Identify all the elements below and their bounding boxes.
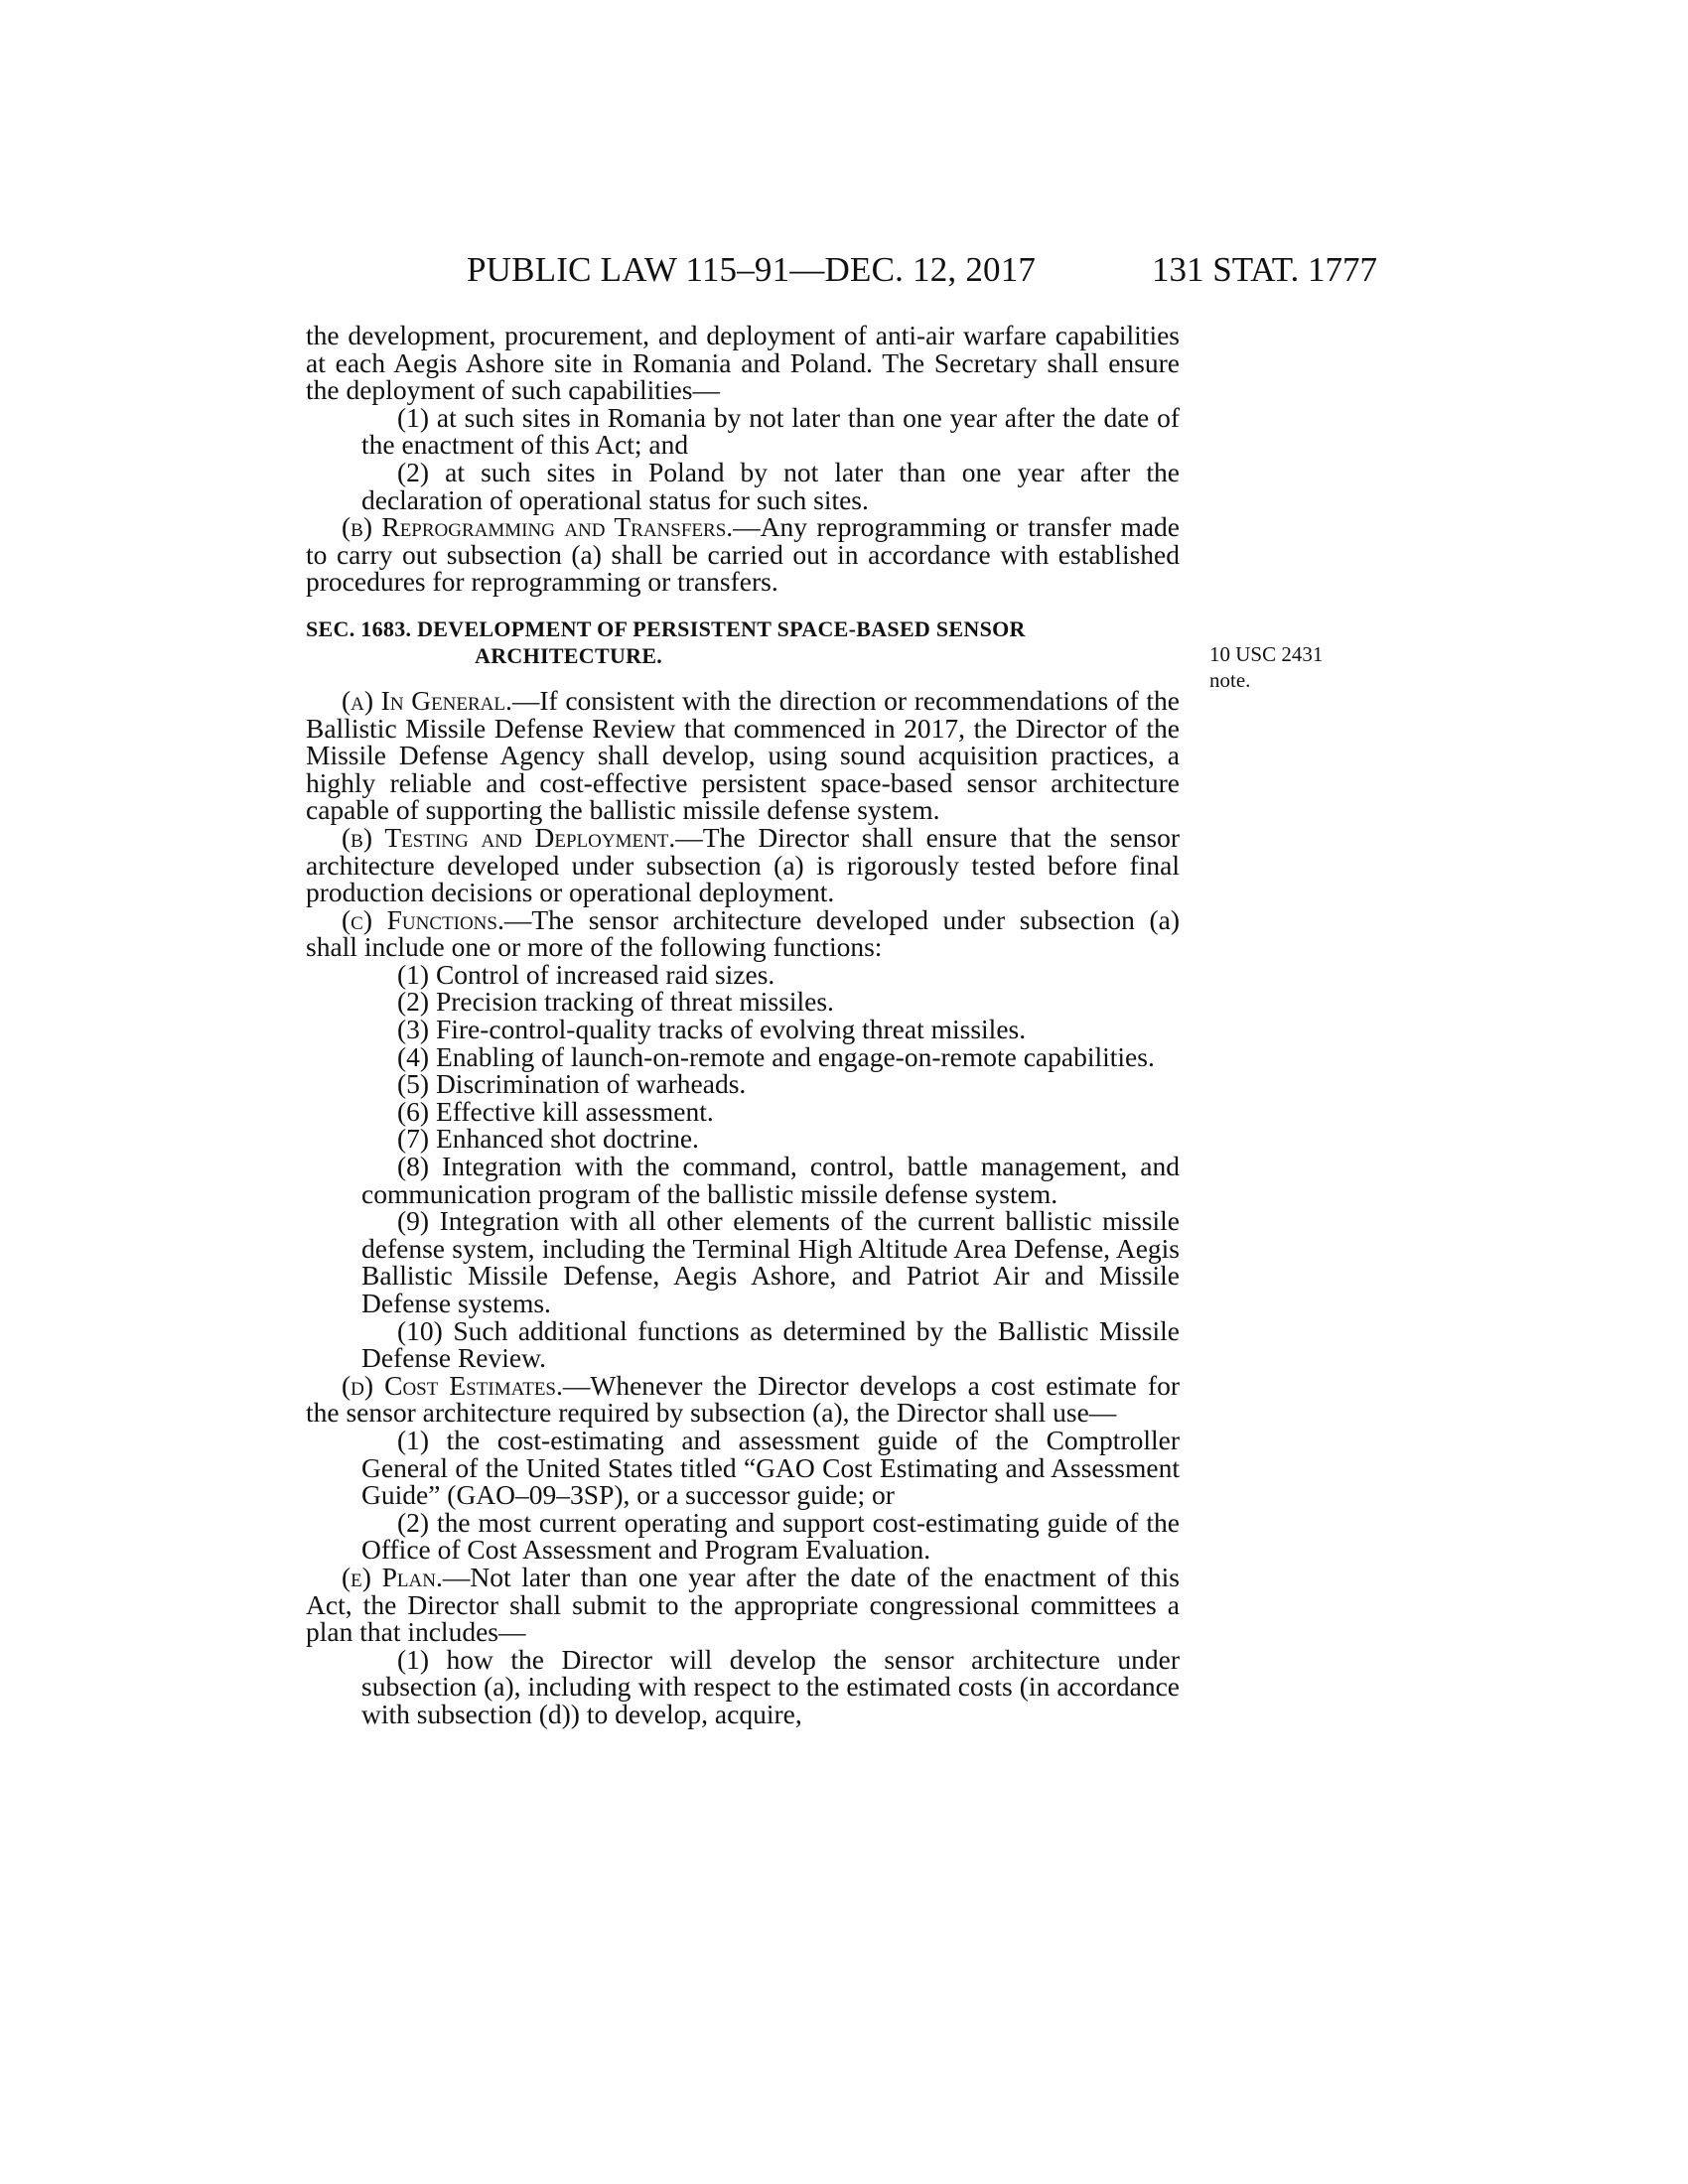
- list-item: (3) Fire-control-quality tracks of evolving threat missiles.: [397, 1014, 1027, 1045]
- subsection-b-reprogramming: [306, 513, 1180, 596]
- subsection-b-testing: [306, 821, 1180, 908]
- list-item: (1) Control of increased raid sizes.: [397, 958, 775, 990]
- list-item: (2) at such sites in Poland by not later than one year after the declaration of operational status for such sites.: [361, 456, 1180, 515]
- subsection-heading: (e) Plan.: [342, 1561, 443, 1592]
- list-item: (6) Effective kill assessment.: [397, 1095, 714, 1127]
- subsection-heading: (a) In General.: [342, 684, 512, 716]
- list-item: (7) Enhanced shot doctrine.: [397, 1123, 699, 1155]
- list-item: (9) Integration with all other elements of the current ballistic missile defense system, including the Terminal High Altitude Area Defense, Aegis Ballistic Missile Defense, Aegis Ashore, and Patriot Air and Missile Defense systems.: [361, 1205, 1180, 1318]
- subsection-text: —The sensor architecture developed under subsection (a) shall include one or more of the following functions:: [306, 903, 1180, 963]
- list-item: (1) at such sites in Romania by not later than one year after the date of the enactment of this Act; and: [361, 401, 1180, 461]
- list-item: (8) Integration with the command, control, battle management, and communication program of the ballistic missile defense system.: [361, 1151, 1180, 1209]
- list-item: (2) the most current operating and support cost-estimating guide of the Office of Cost Assessment and Program Evaluation.: [361, 1506, 1180, 1566]
- subsection-heading: (b) Reprogramming and Transfers.: [342, 511, 734, 543]
- running-header-page-number: 131 STAT. 1777: [1152, 250, 1377, 289]
- list-item: (1) how the Director will develop the sensor architecture under subsection (a), including with respect to the estimated costs (in accordance with subsection (d)) to develop, acquire,: [361, 1643, 1180, 1729]
- subsection-heading: (b) Testing and Deployment.: [342, 821, 676, 853]
- section-heading: [306, 615, 1180, 669]
- subsection-text: —If consistent with the direction or recommendations of the Ballistic Missile Defense Review that commenced in 2017, the Director of the Missile Defense Agency shall develop, using sound acquisition practices, a highly reliable and cost-effective persistent space-based sensor architecture capable of supporting the ballistic missile defense system.: [306, 684, 1181, 826]
- section-heading-line: SEC. 1683. DEVELOPMENT OF PERSISTENT SPACE-BASED SENSOR: [306, 615, 1026, 641]
- list-item: (2) Precision tracking of threat missiles.: [397, 986, 834, 1018]
- subsection-a-general: [306, 684, 1181, 826]
- subsection-text: —Any reprogramming or transfer made to carry out subsection (a) shall be carried out in accordance with established procedures for reprogramming or transfers.: [306, 511, 1180, 598]
- subsection-text: —The Director shall ensure that the sensor architecture developed under subsection (a) is rigorously tested before final production decisions or operational deployment.: [306, 821, 1180, 908]
- subsection-heading: (c) Functions.: [342, 903, 504, 935]
- list-item: (1) the cost-estimating and assessment guide of the Comptroller General of the United States titled “GAO Cost Estimating and Assessment Guide” (GAO–09–3SP), or a successor guide; or: [361, 1424, 1180, 1511]
- margin-note-line: note.: [1209, 668, 1251, 692]
- running-header-title: PUBLIC LAW 115–91—DEC. 12, 2017: [467, 250, 1037, 289]
- subsection-heading: (d) Cost Estimates.: [342, 1369, 563, 1401]
- list-item: (4) Enabling of launch-on-remote and engage-on-remote capabilities.: [397, 1040, 1155, 1072]
- body-text: [306, 322, 1180, 1728]
- subsection-d-cost-estimates: [306, 1369, 1180, 1429]
- continued-paragraph: the development, procurement, and deployment of anti-air warfare capabilities at each Aegis Ashore site in Romania and Poland. The Secretary shall ensure the deployment of such capabilities—: [306, 320, 1180, 406]
- list-item: (10) Such additional functions as determined by the Ballistic Missile Defense Review.: [361, 1314, 1180, 1374]
- subsection-text: —Whenever the Director develops a cost estimate for the sensor architecture required by subsection (a), the Director shall use—: [306, 1369, 1180, 1429]
- subsection-text: —Not later than one year after the date of the enactment of this Act, the Director shall submit to the appropriate congressional committees a plan that includes—: [306, 1561, 1180, 1648]
- margin-citation-note: [1209, 641, 1323, 693]
- section-heading-line: ARCHITECTURE.: [475, 642, 663, 668]
- subsection-c-functions: [306, 903, 1180, 963]
- margin-note-line: 10 USC 2431: [1209, 642, 1324, 666]
- subsection-e-plan: [306, 1561, 1180, 1648]
- list-item: (5) Discrimination of warheads.: [397, 1068, 747, 1100]
